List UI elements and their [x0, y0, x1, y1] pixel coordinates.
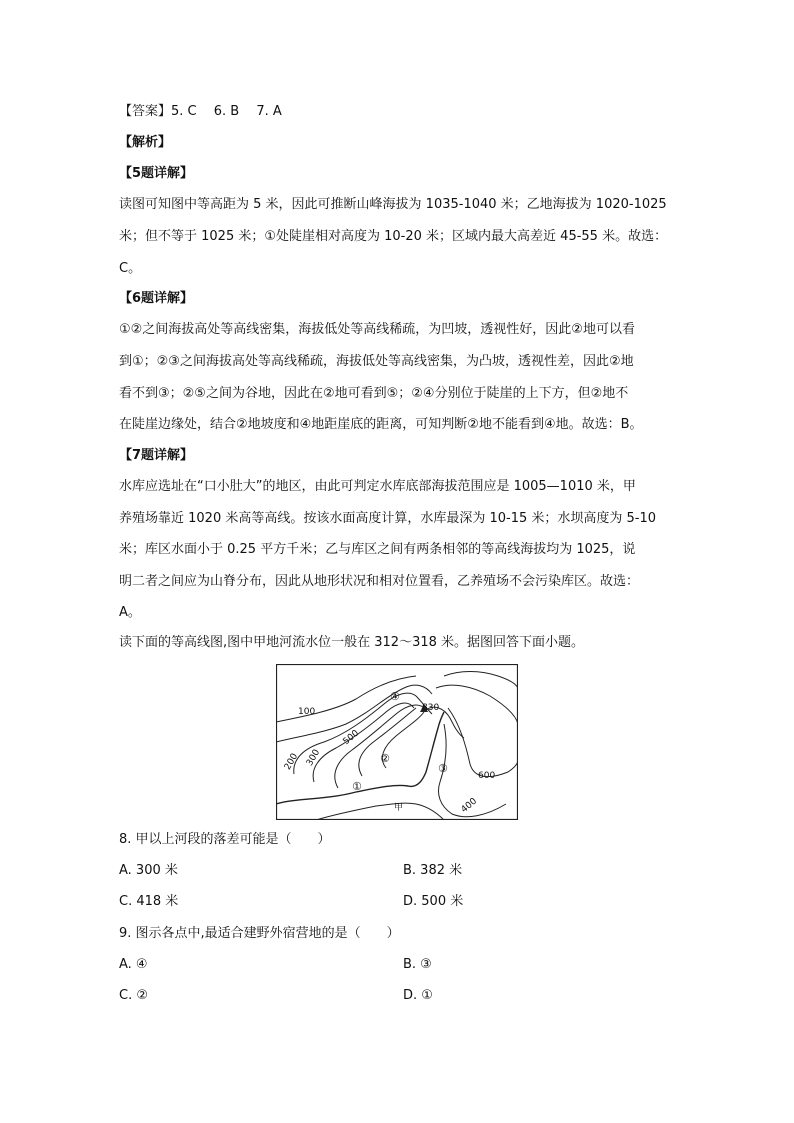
q7-line-5: A。: [119, 605, 141, 620]
label-jia: 甲: [394, 803, 404, 813]
label-600: 600: [478, 771, 496, 781]
contour-map: [276, 664, 518, 820]
q8-option-b[interactable]: B. 382 米: [403, 863, 463, 878]
label-100: 100: [298, 707, 316, 717]
q7-line-1: 水库应选址在“口小肚大”的地区，由此可判定水库底部海拔范围应是 1005—1010 米，甲: [119, 479, 636, 494]
q8-option-d[interactable]: D. 500 米: [403, 894, 464, 909]
q6-line-2: 到①；②③之间海拔高处等高线稀疏，海拔低处等高线密集，为凸坡，透视性差，因此②地: [119, 354, 634, 369]
contour-300-line: [313, 703, 414, 782]
q6-line-3: 看不到③；②⑤之间为谷地，因此在②地可看到⑤；②④分别位于陡崖的上下方，但②地不: [119, 386, 629, 401]
point-3-label: ③: [438, 762, 448, 775]
point-4-label: ④: [390, 690, 400, 703]
q7-line-4: 明二者之间应为山脊分布，因此从地形状况和相对位置看，乙养殖场不会污染库区。故选：: [119, 574, 640, 589]
q6-line-1: ①②之间海拔高处等高线密集，海拔低处等高线稀疏，为凹坡，透视性好，因此②地可以看: [119, 322, 635, 337]
q6-heading: 【6题详解】: [119, 291, 194, 306]
contour-ne-line: [436, 685, 518, 724]
q8-stem: 8. 甲以上河段的落差可能是（ ）: [119, 832, 331, 847]
point-1-label: ①: [352, 780, 362, 793]
q5-heading: 【5题详解】: [119, 166, 194, 181]
q5-line-3: C。: [119, 261, 142, 276]
point-2-label: ②: [380, 752, 390, 765]
label-200: 200: [282, 751, 301, 772]
contour-bottom-line: [316, 803, 444, 820]
q8-option-c[interactable]: C. 418 米: [119, 894, 179, 909]
q9-option-a[interactable]: A. ④: [119, 957, 148, 972]
q9-option-b[interactable]: B. ③: [403, 957, 432, 972]
label-300: 300: [304, 747, 323, 768]
answer-line: 【答案】5. C 6. B 7. A: [119, 104, 282, 119]
label-peak-830: 830: [422, 703, 440, 713]
contour-600-line: [448, 708, 518, 777]
map-frame: [277, 665, 518, 820]
label-500: 500: [341, 728, 362, 748]
label-400: 400: [459, 796, 480, 816]
q6-line-4: 在陡崖边缘处，结合②地坡度和④地距崖底的距离，可知判断②地不能看到④地。故选：B。: [119, 417, 643, 432]
q8-option-a[interactable]: A. 300 米: [119, 863, 178, 878]
q7-line-3: 米；库区水面小于 0.25 平方千米；乙与库区之间有两条相邻的等高线海拔均为 1025，说: [119, 542, 636, 557]
q9-option-d[interactable]: D. ①: [403, 988, 433, 1003]
q9-option-c[interactable]: C. ②: [119, 988, 148, 1003]
q5-line-2: 米；但不等于 1025 米；①处陡崖相对高度为 10-20 米；区域内最大高差近 45-55 米。故选：: [119, 229, 668, 244]
q5-line-1: 读图可知图中等高距为 5 米，因此可推断山峰海拔为 1035-1040 米；乙地海拔为 1020-1025: [119, 197, 667, 212]
q7-line-2: 养殖场靠近 1020 米高等高线。按该水面高度计算，水库最深为 10-15 米；水坝高度为 5-10: [119, 511, 657, 526]
intro-text: 读下面的等高线图,图中甲地河流水位一般在 312～318 米。据图回答下面小题。: [119, 635, 585, 650]
analysis-heading: 【解析】: [119, 135, 172, 150]
q9-stem: 9. 图示各点中,最适合建野外宿营地的是（ ）: [119, 926, 400, 941]
q7-heading: 【7题详解】: [119, 448, 194, 463]
contour-500-line: [359, 708, 416, 776]
